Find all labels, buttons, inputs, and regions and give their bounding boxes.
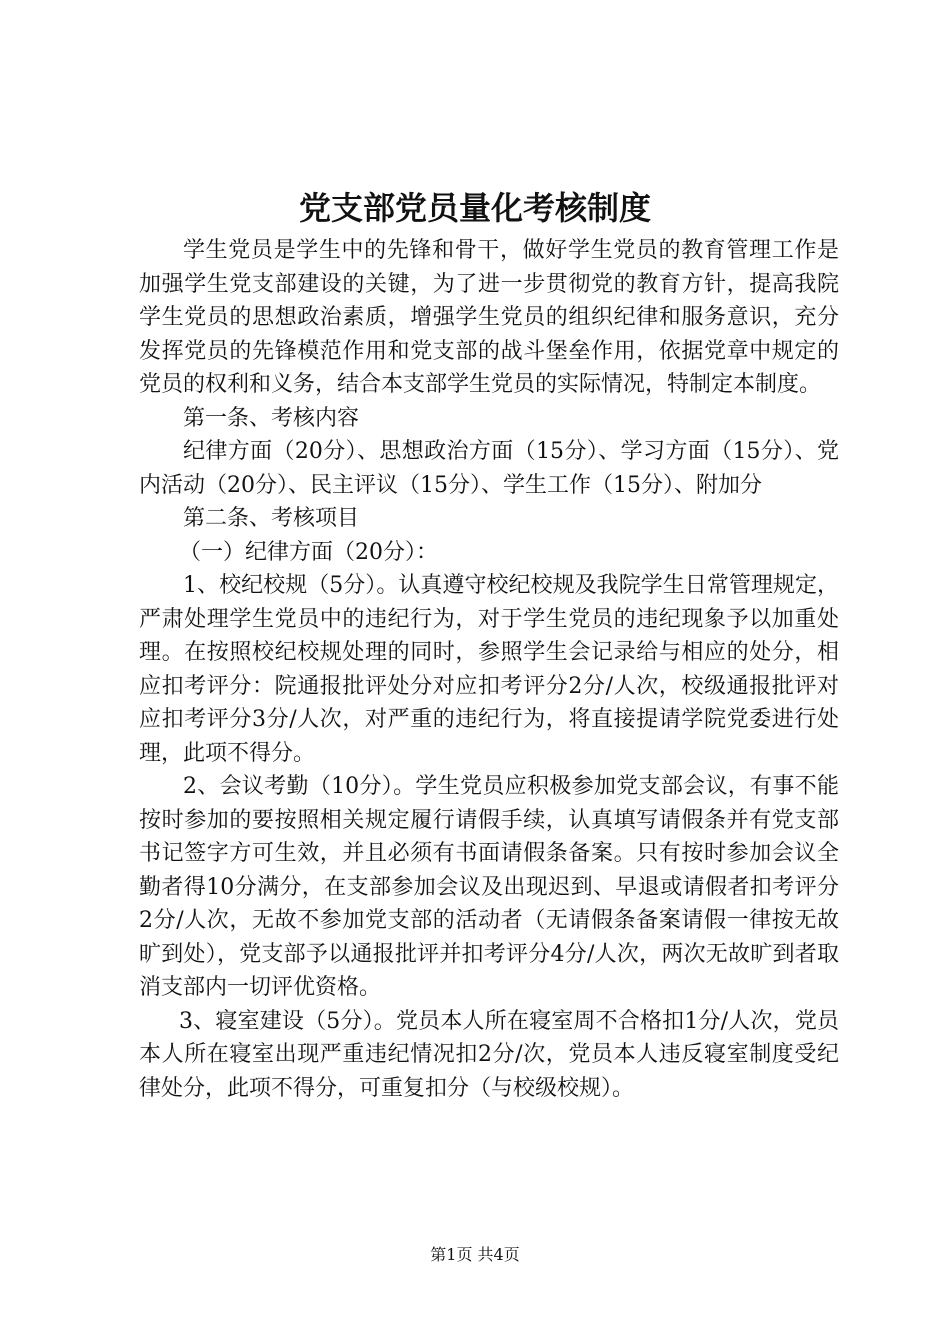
item-meeting-attendance-paragraph: 2、会议考勤（10分）。学生党员应积极参加党支部会议，有事不能按时参加的要按照相关规定履行请假手续，认真填写请假条并有党支部书记签字方可生效，并且必须有书面请假条备案。只有按时参加会议全勤者得10分满分，在支部参加会议及出现迟到、早退或请假者扣考评分2分/人次，无故不参加党支部的活动者（无请假条备案请假一律按无故旷到处），党支部予以通报批评并扣考评分4分/人次，两次无故旷到者取消支部内一切评优资格。 bbox=[139, 774, 839, 1000]
page-footer: 第1页 共4页 bbox=[430, 1245, 520, 1264]
intro-paragraph: 学生党员是学生中的先锋和骨干，做好学生党员的教育管理工作是加强学生党支部建设的关键，为了进一步贯彻党的教育方针，提高我院学生党员的思想政治素质，增强学生党员的组织纪律和服务意识，充分发挥党员的先锋模范作用和党支部的战斗堡垒作用，依据党章中规定的党员的权利和义务，结合本支部学生党员的实际情况，特制定本制度。 bbox=[139, 238, 839, 397]
article-2-heading: 第二条、考核项目 bbox=[183, 506, 360, 531]
article-1-heading: 第一条、考核内容 bbox=[183, 405, 360, 431]
document-title: 党支部党员量化考核制度 bbox=[298, 189, 651, 227]
item-school-rules-paragraph: 1、校纪校规（5分）。认真遵守校纪校规及我院学生日常管理规定，严肃处理学生党员中的违纪行为，对于学生党员的违纪现象予以加重处理。在按照校纪校规处理的同时，参照学生会记录给与相应的处分，相应扣考评分：院通报批评处分对应扣考评分2分/人次，校级通报批评对应扣考评分3分/人次，对严重的违纪行为，将直接提请学院党委进行处理，此项不得分。 bbox=[139, 573, 839, 766]
section-discipline-heading: （一）纪律方面（20分）： bbox=[179, 539, 438, 565]
item-dormitory-paragraph: 3、寝室建设（5分）。党员本人所在寝室周不合格扣1分/人次，党员本人所在寝室出现严重违纪情况扣2分/次，党员本人违反寝室制度受纪律处分，此项不得分，可重复扣分（与校级校规）。 bbox=[139, 1008, 839, 1101]
assessment-content-paragraph: 纪律方面（20分）、思想政治方面（15分）、学习方面（15分）、党内活动（20分）、民主评议（15分）、学生工作（15分）、附加分 bbox=[139, 439, 839, 498]
document-body bbox=[139, 234, 839, 1105]
